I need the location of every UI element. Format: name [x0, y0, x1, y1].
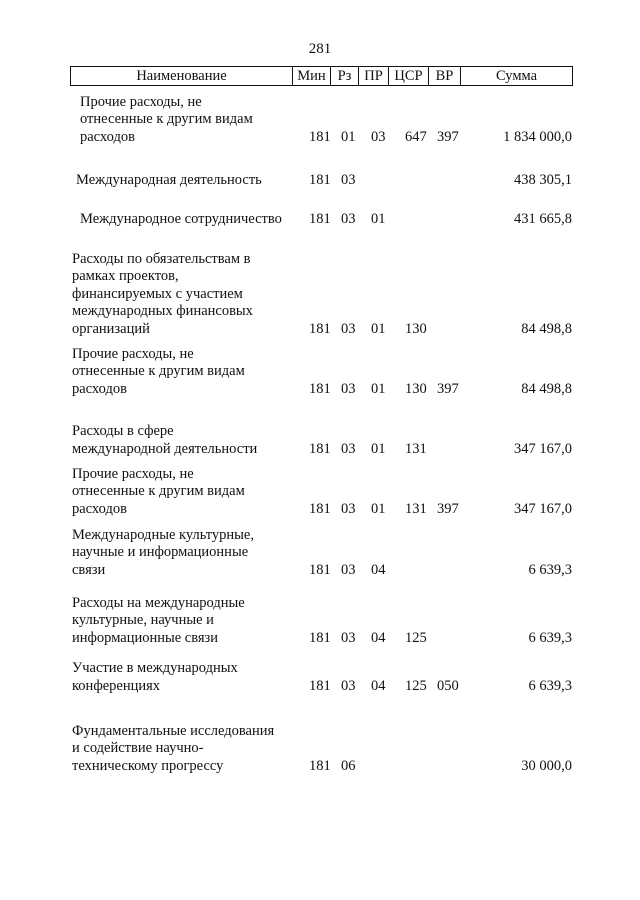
row-rz: 03	[341, 320, 356, 337]
row-pr: 04	[371, 677, 386, 694]
row-pr: 01	[371, 440, 386, 457]
row-sum: 6 639,3	[528, 561, 572, 578]
row-name: Расходы в сфере международной деятельности	[72, 423, 258, 457]
row-min: 181	[309, 210, 331, 227]
row-pr: 04	[371, 629, 386, 646]
row-name: Международная деятельность	[76, 171, 262, 188]
row-name: Международное сотрудничество	[80, 210, 282, 227]
row-min: 181	[309, 629, 331, 646]
row-rz: 01	[341, 128, 356, 145]
header-vr: ВР	[429, 67, 461, 85]
row-csr: 130	[405, 320, 427, 337]
header-csr: ЦСР	[389, 67, 429, 85]
header-name: Наименование	[71, 67, 293, 85]
row-csr: 125	[405, 629, 427, 646]
row-rz: 03	[341, 380, 356, 397]
row-rz: 03	[341, 629, 356, 646]
row-min: 181	[309, 757, 331, 774]
row-csr: 131	[405, 440, 427, 457]
row-rz: 03	[341, 210, 356, 227]
row-sum: 431 665,8	[514, 210, 572, 227]
table-row	[0, 465, 640, 518]
row-rz: 03	[341, 171, 356, 188]
table-row	[0, 722, 640, 775]
row-min: 181	[309, 500, 331, 517]
row-rz: 03	[341, 677, 356, 694]
row-name: Расходы по обязательствам в рамках проектов, финансируемых с участием международных финансовых организаций	[72, 250, 253, 337]
header-sum: Сумма	[495, 68, 538, 84]
row-rz: 03	[341, 440, 356, 457]
row-name: Прочие расходы, не отнесенные к другим видам расходов	[72, 345, 245, 397]
row-pr: 01	[371, 210, 386, 227]
row-rz: 03	[341, 500, 356, 517]
table-row	[0, 210, 640, 228]
row-csr: 131	[405, 500, 427, 517]
table-row	[0, 250, 640, 338]
row-pr: 03	[371, 128, 386, 145]
row-vr: 397	[437, 128, 459, 145]
row-name: Фундаментальные исследования и содействие научно- техническому прогрессу	[72, 722, 275, 774]
row-csr: 125	[405, 677, 427, 694]
row-min: 181	[309, 677, 331, 694]
row-sum: 347 167,0	[514, 440, 572, 457]
header-min: Мин	[293, 67, 331, 85]
row-sum: 6 639,3	[528, 677, 572, 694]
row-csr: 130	[405, 380, 427, 397]
row-pr: 01	[371, 500, 386, 517]
row-name: Участие в международных конференциях	[72, 660, 238, 694]
row-min: 181	[309, 440, 331, 457]
row-sum: 84 498,8	[521, 380, 572, 397]
row-min: 181	[309, 561, 331, 578]
row-sum: 30 000,0	[521, 757, 572, 774]
row-sum: 6 639,3	[528, 629, 572, 646]
row-min: 181	[309, 128, 331, 145]
row-name: Расходы на международные культурные, научные и информационные связи	[72, 594, 245, 646]
table-row	[0, 423, 640, 458]
page-number: 281	[308, 41, 332, 57]
row-rz: 03	[341, 561, 356, 578]
header-rz: Рз	[331, 67, 359, 85]
row-pr: 04	[371, 561, 386, 578]
row-min: 181	[309, 380, 331, 397]
row-pr: 01	[371, 380, 386, 397]
row-vr: 397	[437, 380, 459, 397]
row-vr: 050	[437, 677, 459, 694]
table-row	[0, 526, 640, 579]
row-csr: 647	[405, 128, 427, 145]
row-sum: 1 834 000,0	[503, 128, 572, 145]
row-name: Международные культурные, научные и информационные связи	[72, 526, 254, 578]
row-sum: 438 305,1	[514, 171, 572, 188]
row-vr: 397	[437, 500, 459, 517]
table-row	[0, 659, 640, 695]
row-sum: 347 167,0	[514, 500, 572, 517]
table-row	[0, 94, 640, 146]
row-name: Прочие расходы, не отнесенные к другим видам расходов	[72, 465, 245, 517]
table-row	[0, 171, 640, 189]
row-min: 181	[309, 320, 331, 337]
table-row	[0, 345, 640, 398]
row-pr: 01	[371, 320, 386, 337]
header-pr: ПР	[359, 67, 389, 85]
row-min: 181	[309, 171, 331, 188]
row-sum: 84 498,8	[521, 320, 572, 337]
row-name: Прочие расходы, не отнесенные к другим видам расходов	[80, 93, 253, 145]
row-rz: 06	[341, 757, 356, 774]
table-row	[0, 594, 640, 647]
